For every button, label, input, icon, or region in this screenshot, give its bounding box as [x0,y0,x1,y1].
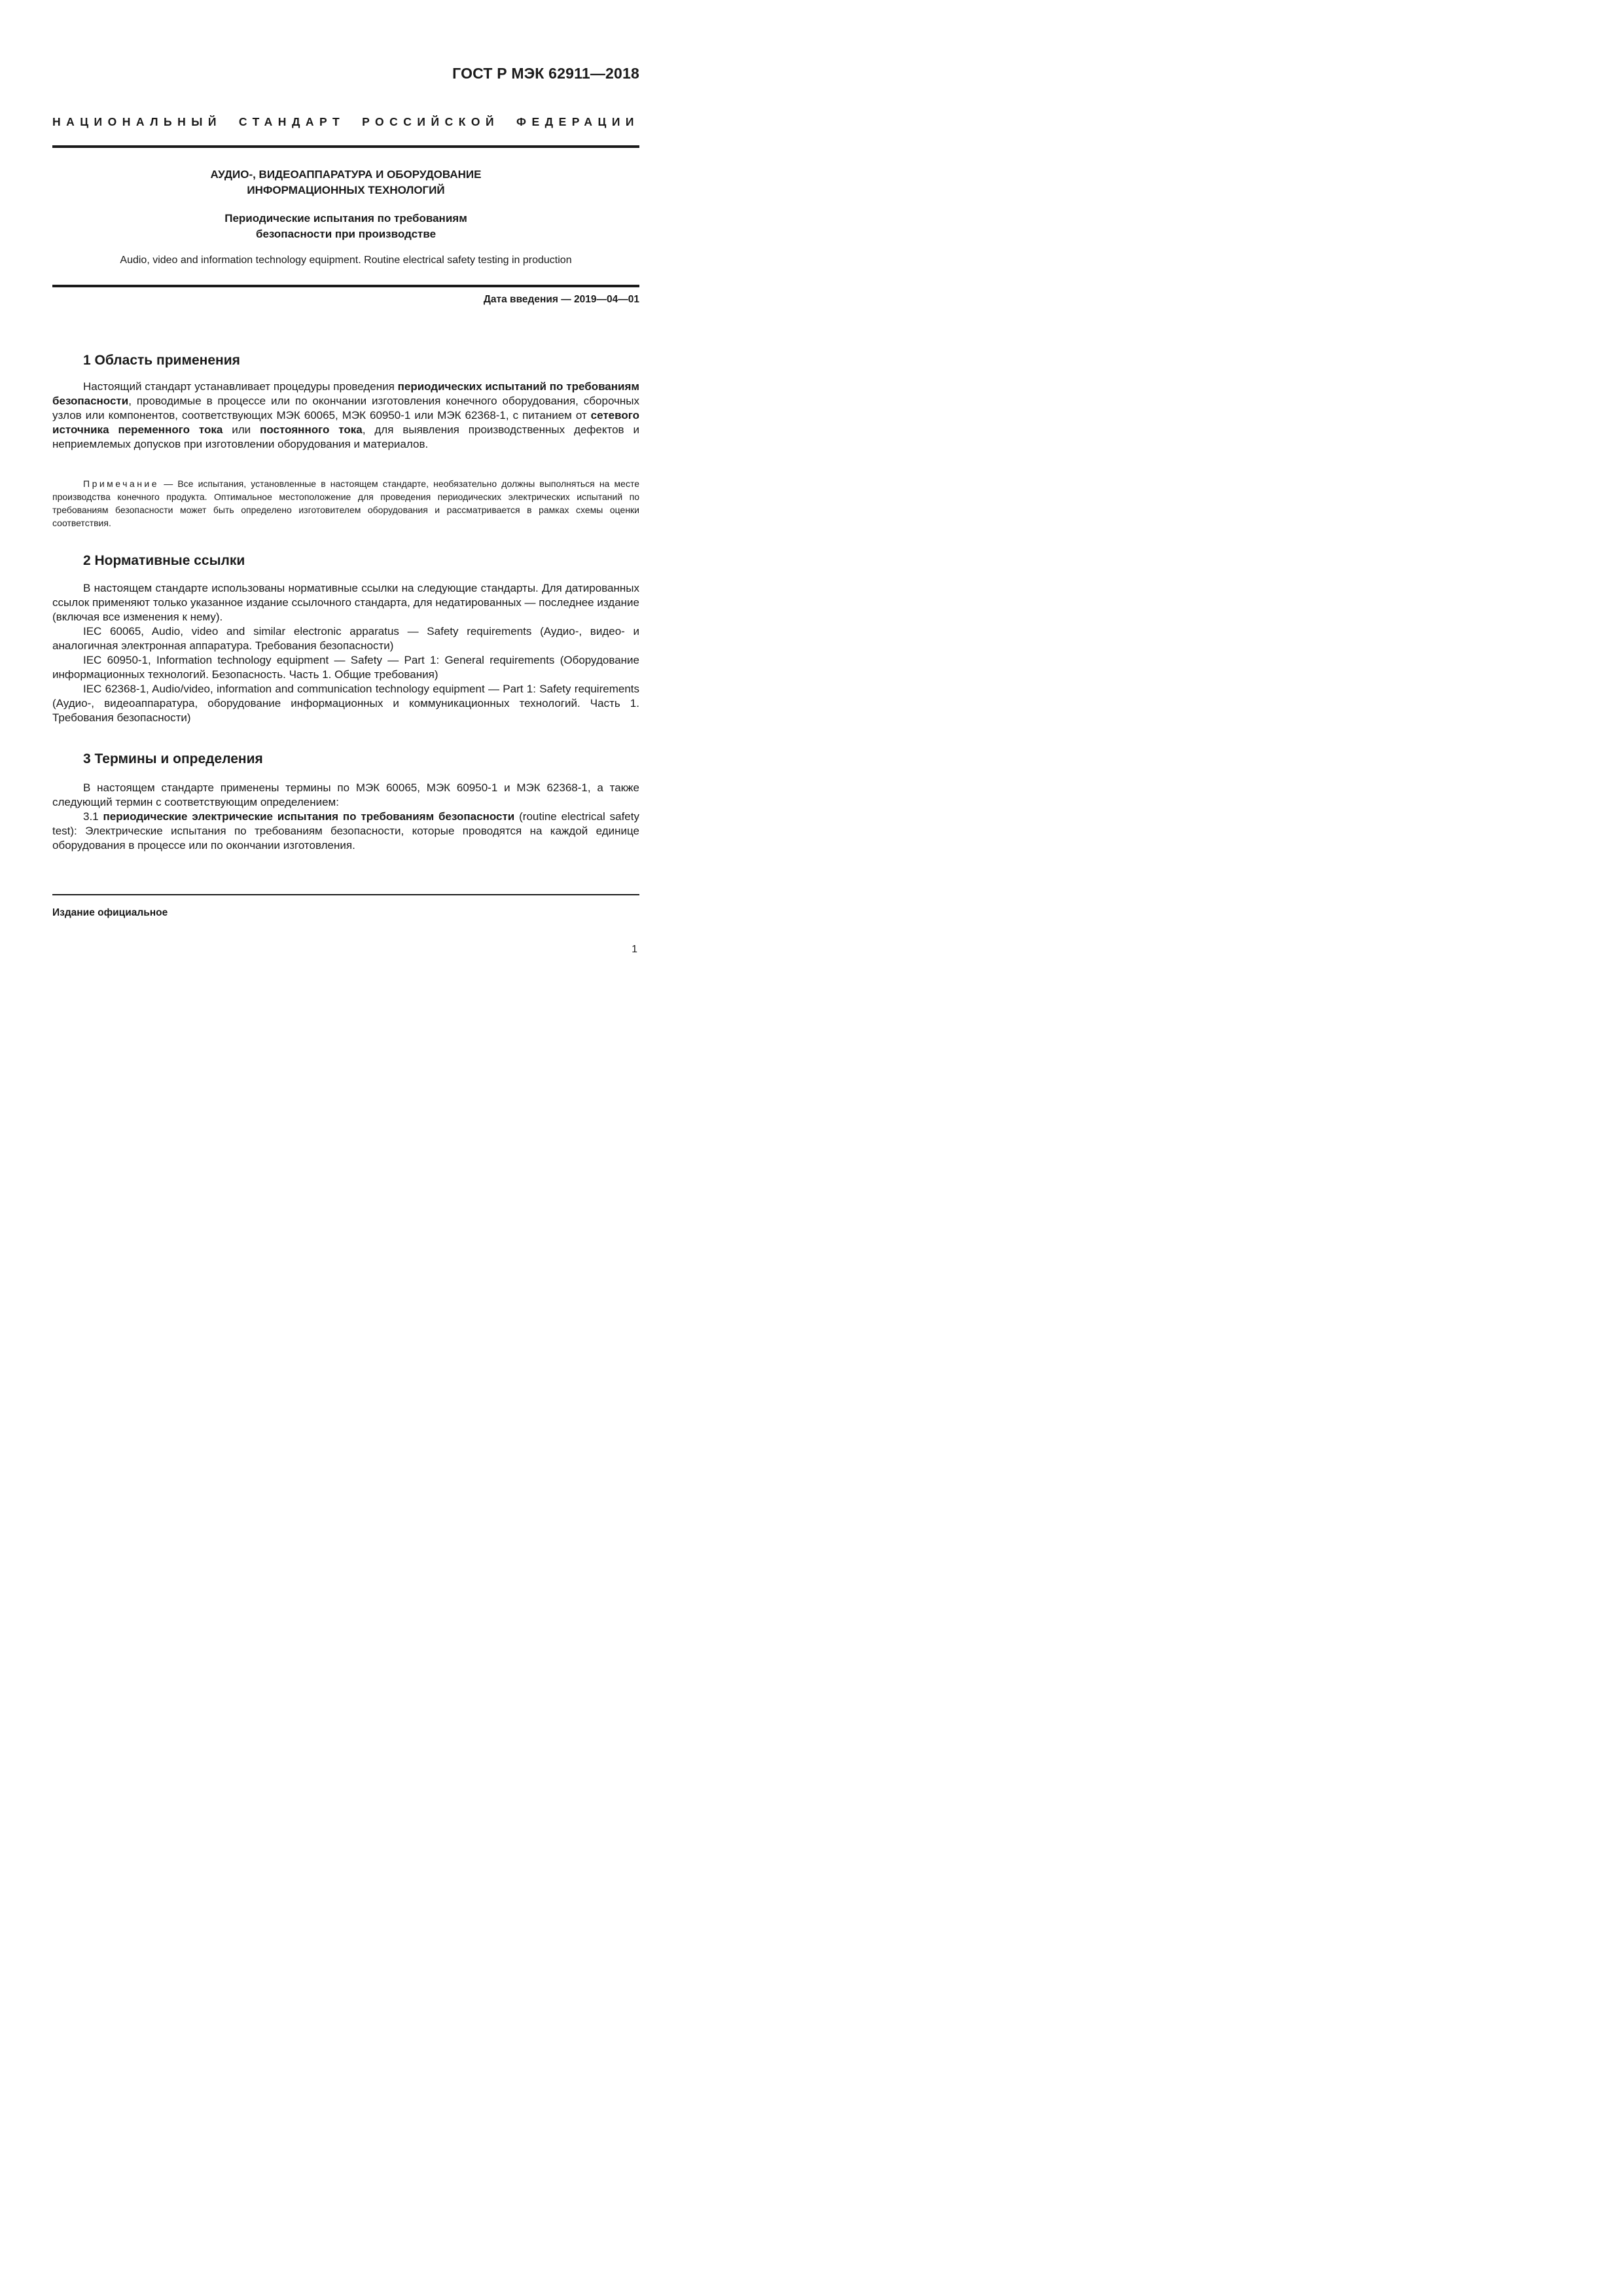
reference-iec-60950-1: IEC 60950-1, Information technology equipment — Safety — Part 1: General requirements (Оборудование информационных технологий. Безопасность. Часть 1. Общие требования) [52,654,639,681]
title-line-2: ИНФОРМАЦИОННЫХ ТЕХНОЛОГИЙ [247,184,445,196]
page-number: 1 [632,944,637,955]
scope-text-c: , проводимые в процессе или по окончании изготовления конечного оборудования, сборочных узлов или компонентов, соответствующих МЭК 60065, МЭК 60950-1 или МЭК 62368-1, с питанием от [52,395,639,422]
term-3-1 [52,810,639,853]
term-name: периодические электрические испытания по требованиям безопасности [103,810,515,823]
references-intro: В настоящем стандарте использованы нормативные ссылки на следующие стандарты. Для датированных ссылок применяют только указанное издание ссылочного стандарта, для недатированных — последнее издание (включая все изменения к нему). [52,582,639,623]
scope-paragraph [52,380,639,452]
scope-bold-routine-tests: периодических испытаний по требованиям безопасности [52,380,639,407]
document-title [52,167,639,198]
reference-iec-62368-1: IEC 62368-1, Audio/video, information and communication technology equipment — Part 1: Safety requirements (Аудио-, видеоаппаратура, оборудование информационных и коммуникационных технологий. Часть 1. Требования безопасности) [52,683,639,724]
note-paragraph [52,477,639,529]
scope-bold-ac-mains: сетевого источника переменного тока [52,409,639,436]
subtitle-line-2: безопасности при производстве [255,228,437,240]
section-1-note [52,477,639,529]
title-divider [52,285,639,287]
footer-divider [52,894,639,895]
document-page [0,0,722,1022]
standard-code: ГОСТ Р МЭК 62911—2018 [452,65,639,82]
english-title: Audio, video and information technology equipment. Routine electrical safety testing in production [120,255,572,266]
section-1-body [52,380,639,452]
top-divider [52,145,639,148]
subtitle-line-1: Периодические испытания по требованиям [224,212,467,224]
scope-text-g: , для выявления производственных дефектов и неприемлемых допусков при изготовлении оборудования и материалов. [52,423,639,450]
term-number: 3.1 [83,810,103,823]
section-2-body [52,581,639,725]
national-standard-banner: НАЦИОНАЛЬНЫЙ СТАНДАРТ РОССИЙСКОЙ ФЕДЕРАЦИИ [52,115,639,128]
scope-bold-dc: постоянного тока [260,423,363,436]
section-3-body [52,781,639,853]
note-text: — Все испытания, установленные в настоящем стандарте, необязательно должны выполняться на месте производства конечного продукта. Оптимальное местоположение для проведения периодических электрических испытаний по требованиям безопасности может быть определено изготовителем оборудования и рассматривается в рамках схемы оценки соответствия. [52,478,639,528]
section-1-heading: 1 Область применения [83,353,240,368]
term-definition: (routine electrical safety test): Электрические испытания по требованиям безопасности, которые проводятся на каждой единице оборудования в процессе или по окончании изготовления. [52,810,639,852]
scope-text-a: Настоящий стандарт устанавливает процедуры проведения [83,380,398,393]
terms-intro: В настоящем стандарте применены термины по МЭК 60065, МЭК 60950-1 и МЭК 62368-1, а также следующий термин с соответствующим определением: [52,781,639,808]
section-3-heading: 3 Термины и определения [83,751,263,766]
official-edition-label: Издание официальное [52,907,168,918]
section-2-heading: 2 Нормативные ссылки [83,553,245,568]
reference-iec-60065: IEC 60065, Audio, video and similar electronic apparatus — Safety requirements (Аудио-, видео- и аналогичная электронная аппаратура. Требования безопасности) [52,625,639,652]
title-line-1: АУДИО-, ВИДЕОАППАРАТУРА И ОБОРУДОВАНИЕ [210,168,482,181]
introduction-date: Дата введения — 2019—04—01 [483,294,639,305]
document-subtitle [52,211,639,242]
note-label: Примечание [83,478,160,489]
scope-text-e: или [223,423,260,436]
